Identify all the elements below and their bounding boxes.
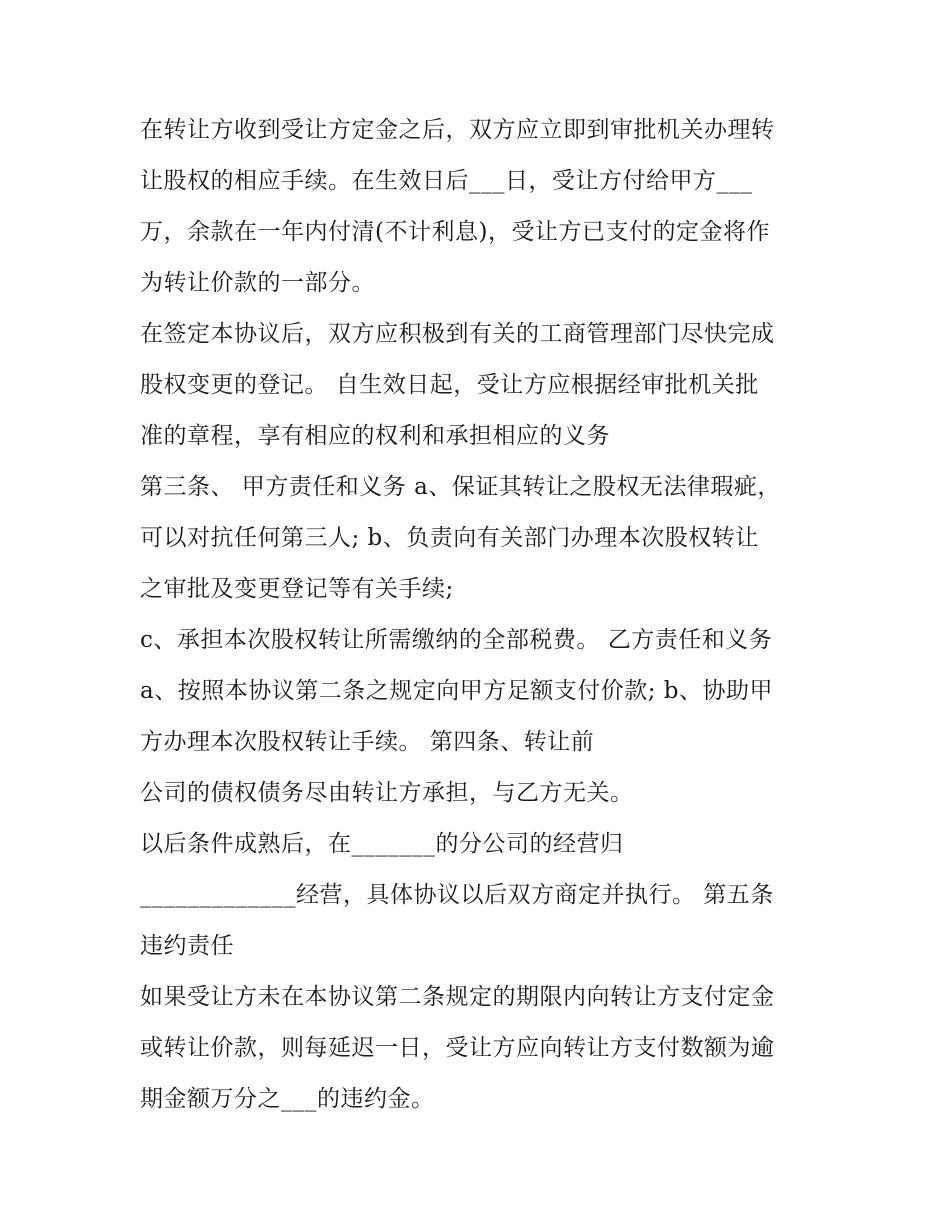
text-line: 方办理本次股权转让手续。 第四条、转让前 (140, 729, 595, 755)
text-line: 以后条件成熟后，在_______的分公司的经营归 (140, 831, 624, 857)
text-line: 在签定本协议后，双方应积极到有关的工商管理部门尽快完成 (140, 321, 775, 347)
text-line: 万，余款在一年内付清(不计利息)，受让方已支付的定金将作 (140, 219, 770, 245)
text-line: 第三条、 甲方责任和义务 a、保证其转让之股权无法律瑕疵， (140, 474, 781, 500)
text-line: 股权变更的登记。 自生效日起，受让方应根据经审批机关批 (140, 372, 759, 398)
text-line: 之审批及变更登记等有关手续; (140, 576, 454, 602)
text-line: 如果受让方未在本协议第二条规定的期限内向转让方支付定金 (140, 984, 775, 1010)
text-line: 准的章程，享有相应的权利和承担相应的义务 (140, 423, 610, 449)
text-line: 在转让方收到受让方定金之后，双方应立即到审批机关办理转 (140, 117, 775, 143)
document-body (140, 108, 820, 1128)
text-line: 让股权的相应手续。在生效日后___日，受让方付给甲方___ (140, 168, 753, 194)
text-line: 或转让价款，则每延迟一日，受让方应向转让方支付数额为逾 (140, 1035, 775, 1061)
text-line: a、按照本协议第二条之规定向甲方足额支付价款; b、协助甲 (140, 678, 773, 704)
text-line: 期金额万分之___的违约金。 (140, 1086, 435, 1112)
text-line: 违约责任 (140, 933, 234, 959)
text-line: _____________经营，具体协议以后双方商定并执行。 第五条 (140, 882, 774, 908)
text-line: c、承担本次股权转让所需缴纳的全部税费。 乙方责任和义务 (140, 627, 773, 653)
text-line: 公司的债权债务尽由转让方承担，与乙方无关。 (140, 780, 634, 806)
text-line: 可以对抗任何第三人; b、负责向有关部门办理本次股权转让 (140, 525, 759, 551)
text-line: 为转让价款的一部分。 (140, 270, 375, 296)
